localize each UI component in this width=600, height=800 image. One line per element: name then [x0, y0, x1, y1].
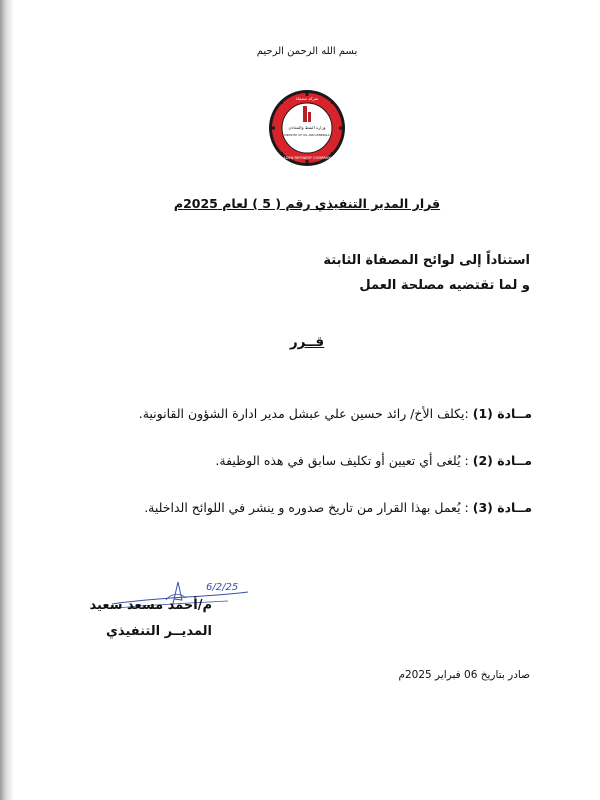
article-text: : يُلغى أي تعيين أو تكليف سابق في هذه الوظيفة. [215, 453, 469, 468]
article-2 [52, 453, 532, 468]
article-text: :يكلف الأخ/ رائد حسين علي عبشل مدير ادارة الشؤون القانونية. [138, 406, 469, 421]
logo-center-text-en: MINISTRY OF OIL AND MINERALS [284, 133, 330, 137]
basis-line-2: و لما تقتضيه مصلحة العمل [359, 278, 530, 293]
basis-line-1: استناداً إلى لوائح المصفاة الثابتة [323, 253, 530, 268]
issue-date: صادر بتاريخ 06 فبراير 2025م [398, 669, 530, 681]
page-edge-shadow [0, 0, 14, 800]
logo-center-text-ar: وزارة النفط والمعادن [288, 125, 326, 130]
article-text: : يُعمل بهذا القرار من تاريخ صدوره و ينشر في اللوائح الداخلية. [144, 500, 469, 515]
decided-heading: قــرر [289, 334, 325, 350]
article-number: مــادة (3) [472, 500, 532, 515]
company-logo [267, 88, 347, 168]
article-3 [52, 500, 532, 515]
signature-date-note: 6/2/25 [206, 582, 239, 593]
article-1 [52, 406, 532, 421]
article-number: مــادة (2) [472, 453, 532, 468]
logo-ring-text-top: شركة مصفاة [295, 96, 319, 101]
signer-title: المديــر التنفيذي [106, 624, 212, 639]
decree-title: قرار المدير التنفيذي رقم ( 5 ) لعام 2025م [173, 196, 441, 211]
signer-name: م/أحمد مسعد سعيد [89, 598, 212, 613]
basmala: بسم الله الرحمن الرحيم [256, 46, 358, 57]
decree-basis [130, 248, 530, 298]
document-page [14, 0, 600, 800]
logo-ring-text-bottom: ADEN REFINERY COMPANY [283, 156, 331, 160]
article-number: مــادة (1) [472, 406, 532, 421]
